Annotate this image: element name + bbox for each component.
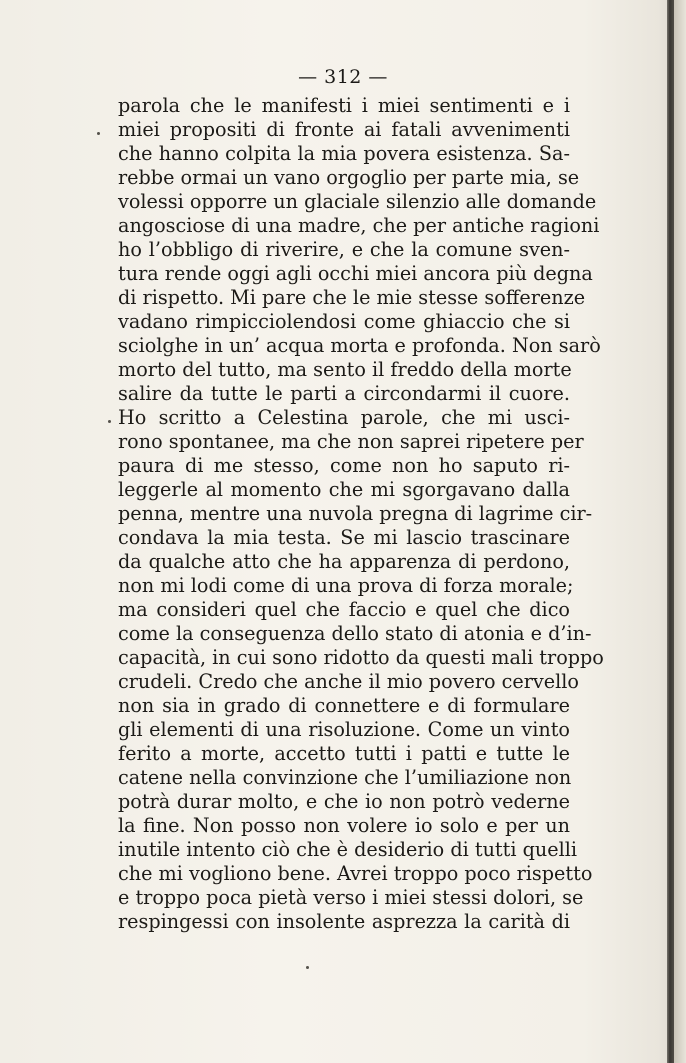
text-line: ferito a morte, accetto tutti i patti e tutte le bbox=[118, 742, 570, 765]
text-line: la fine. Non posso non volere io solo e per un bbox=[118, 814, 570, 837]
text-line: non mi lodi come di una prova di forza morale; bbox=[118, 574, 574, 597]
page-number: — 312 — bbox=[298, 66, 388, 88]
text-line: parola che le manifesti i miei sentimenti e i bbox=[118, 94, 570, 117]
text-line: salire da tutte le parti a circondarmi il cuore. bbox=[118, 382, 570, 405]
text-line: che hanno colpita la mia povera esistenza. Sa- bbox=[118, 142, 570, 165]
text-line: penna, mentre una nuvola pregna di lagrime cir- bbox=[118, 502, 593, 525]
body-text bbox=[118, 94, 604, 934]
text-line: tura rende oggi agli occhi miei ancora più degna bbox=[118, 262, 593, 285]
text-line: ma consideri quel che faccio e quel che dico bbox=[118, 598, 570, 621]
text-line: ho l’obbligo di riverire, e che la comune sven- bbox=[118, 238, 570, 261]
text-line: miei propositi di fronte ai fatali avvenimenti bbox=[118, 118, 570, 141]
text-line: rono spontanee, ma che non saprei ripetere per bbox=[118, 430, 584, 453]
text-line: leggerle al momento che mi sgorgavano dalla bbox=[118, 478, 570, 501]
text-line: Ho scritto a Celestina parole, che mi usci- bbox=[118, 406, 570, 429]
text-line: morto del tutto, ma sento il freddo della morte bbox=[118, 358, 572, 381]
paper-speck bbox=[97, 132, 100, 135]
text-line: crudeli. Credo che anche il mio povero cervello bbox=[118, 670, 579, 693]
text-line: inutile intento ciò che è desiderio di tutti quelli bbox=[118, 838, 577, 861]
text-line: non sia in grado di connettere e di formulare bbox=[118, 694, 570, 717]
text-line: condava la mia testa. Se mi lascio trascinare bbox=[118, 526, 570, 549]
text-line: che mi vogliono bene. Avrei troppo poco rispetto bbox=[118, 862, 593, 885]
text-line: potrà durar molto, e che io non potrò vederne bbox=[118, 790, 570, 813]
text-line: di rispetto. Mi pare che le mie stesse sofferenze bbox=[118, 286, 586, 309]
paper-speck bbox=[108, 420, 111, 423]
text-line: da qualche atto che ha apparenza di perdono, bbox=[118, 550, 570, 573]
text-line: volessi opporre un glaciale silenzio alle domande bbox=[118, 190, 597, 213]
text-line: capacità, in cui sono ridotto da questi mali troppo bbox=[118, 646, 604, 669]
text-line: rebbe ormai un vano orgoglio per parte mia, se bbox=[118, 166, 580, 189]
text-line: gli elementi di una risoluzione. Come un vinto bbox=[118, 718, 570, 741]
paper-speck bbox=[306, 966, 309, 969]
text-line: come la conseguenza dello stato di atonia e d’in- bbox=[118, 622, 592, 645]
text-line: catene nella convinzione che l’umiliazione non bbox=[118, 766, 572, 789]
text-line: angosciose di una madre, che per antiche ragioni bbox=[118, 214, 600, 237]
text-line: respingessi con insolente asprezza la carità di bbox=[118, 910, 570, 933]
text-line: sciolghe in un’ acqua morta e profonda. Non sarò bbox=[118, 334, 601, 357]
text-line: paura di me stesso, come non ho saputo ri- bbox=[118, 454, 570, 477]
binding-shadow bbox=[667, 0, 674, 1063]
text-line: e troppo poca pietà verso i miei stessi dolori, se bbox=[118, 886, 584, 909]
page-edge bbox=[674, 0, 686, 1063]
text-line: vadano rimpicciolendosi come ghiaccio che si bbox=[118, 310, 570, 333]
